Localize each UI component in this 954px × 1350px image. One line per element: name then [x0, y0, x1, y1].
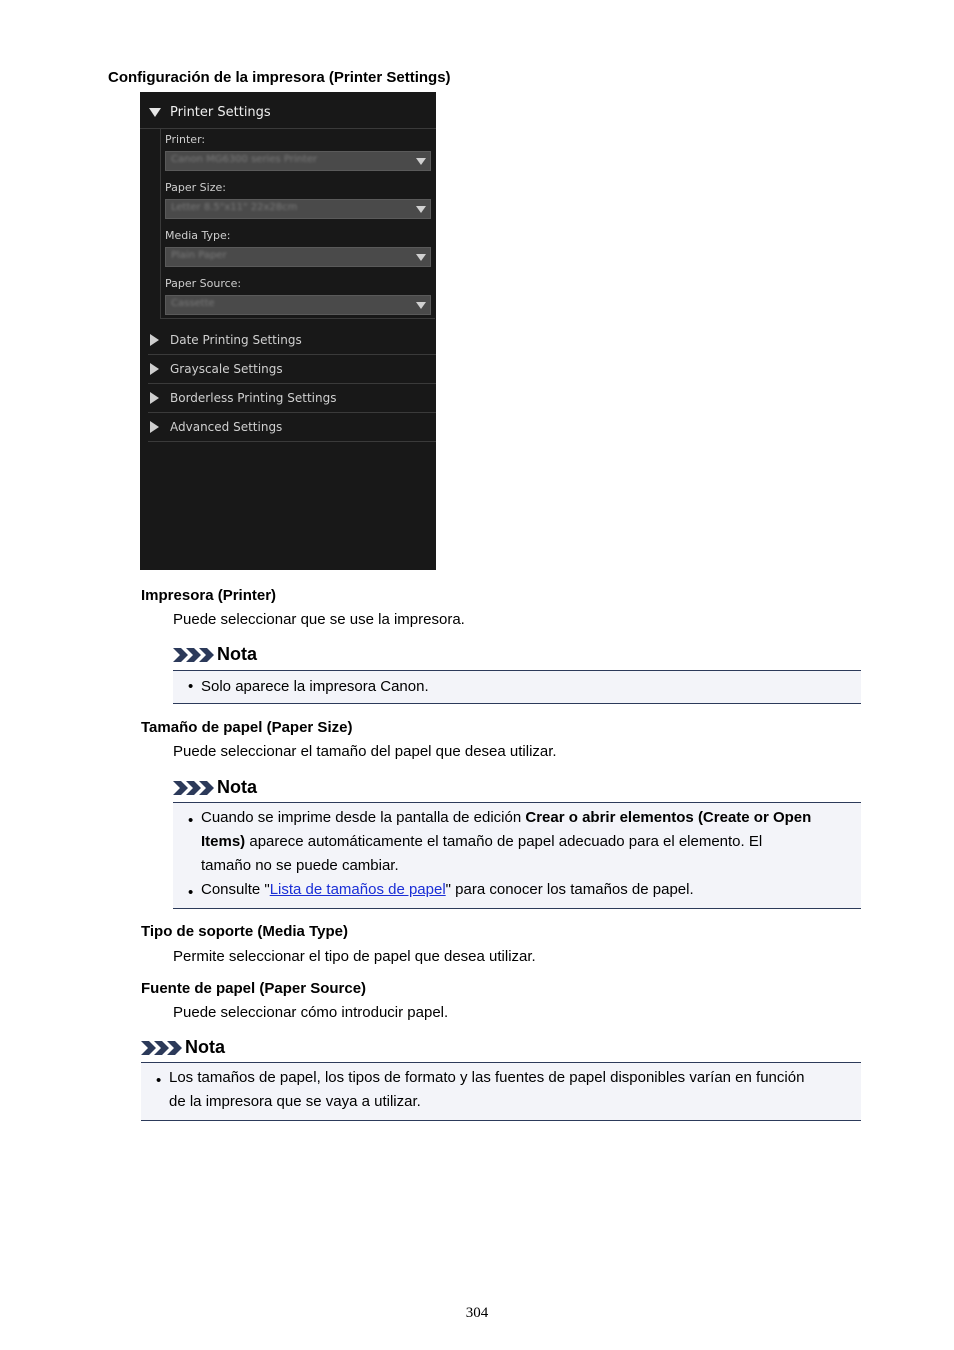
- note-chevrons-icon: [141, 1039, 183, 1057]
- section-borderless[interactable]: [148, 384, 436, 413]
- note-box: [173, 670, 861, 704]
- bullet-text: tamaño no se puede cambiar.: [201, 857, 399, 874]
- printer-settings-title: Printer Settings: [170, 105, 271, 120]
- paper-size-select-value: Letter 8.5"x11" 22x28cm: [171, 202, 298, 213]
- bullet-text: Los tamaños de papel, los tipos de formato y las fuentes de papel disponibles varían en función: [169, 1069, 805, 1086]
- media-type-label: Media Type:: [165, 229, 231, 242]
- paper-size-select[interactable]: [165, 199, 431, 219]
- media-type-item-title: Tipo de soporte (Media Type): [141, 923, 348, 940]
- note-bullet: [169, 1066, 859, 1114]
- printer-settings-panel: [140, 92, 436, 570]
- printer-item-title: Impresora (Printer): [141, 587, 277, 604]
- printer-label: Printer:: [165, 133, 206, 146]
- dropdown-arrow-icon: [416, 254, 426, 261]
- page-number: 304: [465, 1305, 489, 1321]
- printer-settings-header[interactable]: [140, 92, 436, 129]
- expand-triangle-icon: [150, 392, 159, 404]
- bullet-text: aparece automáticamente el tamaño de papel adecuado para el elemento. El: [245, 833, 763, 850]
- paper-source-label: Paper Source:: [165, 277, 242, 290]
- note-label: Nota: [217, 777, 257, 797]
- section-date-printing[interactable]: [148, 326, 436, 355]
- paper-size-label: Paper Size:: [165, 181, 226, 194]
- paper-size-item-title: Tamaño de papel (Paper Size): [141, 719, 353, 736]
- note-heading: [173, 644, 257, 665]
- expand-triangle-icon: [150, 421, 159, 433]
- media-type-select-value: Plain Paper: [171, 250, 227, 261]
- page-heading: Configuración de la impresora (Printer Settings): [108, 69, 451, 86]
- media-type-select[interactable]: [165, 247, 431, 267]
- bullet-dot: •: [188, 678, 194, 695]
- media-type-item-desc: Permite seleccionar el tipo de papel que desea utilizar.: [173, 948, 536, 965]
- expand-triangle-icon: [150, 363, 159, 375]
- note-heading: [141, 1037, 225, 1058]
- section-label: Advanced Settings: [170, 420, 283, 434]
- dropdown-arrow-icon: [416, 302, 426, 309]
- bullet-bold-text: Crear o abrir elementos (Create or Open: [525, 809, 812, 826]
- note-heading: [173, 777, 257, 798]
- note-bullet: [201, 878, 857, 902]
- bullet-dot: •: [188, 884, 194, 901]
- paper-sizes-list-link[interactable]: Lista de tamaños de papel: [269, 881, 446, 898]
- note-label: Nota: [217, 644, 257, 664]
- bullet-bold-text: Items): [201, 833, 246, 850]
- note-label: Nota: [185, 1037, 225, 1057]
- bullet-text: de la impresora que se vaya a utilizar.: [169, 1093, 421, 1110]
- section-advanced[interactable]: [148, 413, 436, 442]
- note-bullet: [201, 806, 857, 878]
- bullet-text: " para conocer los tamaños de papel.: [445, 881, 694, 898]
- section-grayscale[interactable]: [148, 355, 436, 384]
- paper-source-select-value: Cassette: [171, 298, 215, 309]
- paper-source-item-desc: Puede seleccionar cómo introducir papel.: [173, 1004, 449, 1021]
- bullet-text: Cuando se imprime desde la pantalla de edición: [201, 809, 526, 826]
- printer-select[interactable]: [165, 151, 431, 171]
- note-bullet: Solo aparece la impresora Canon.: [201, 678, 429, 695]
- note-box: [173, 802, 861, 909]
- section-label: Date Printing Settings: [170, 333, 302, 347]
- note-box: [141, 1062, 861, 1121]
- dropdown-arrow-icon: [416, 158, 426, 165]
- note-chevrons-icon: [173, 646, 215, 664]
- section-label: Borderless Printing Settings: [170, 391, 337, 405]
- section-label: Grayscale Settings: [170, 362, 283, 376]
- paper-source-item-title: Fuente de papel (Paper Source): [141, 980, 367, 997]
- bullet-dot: •: [188, 812, 194, 829]
- printer-select-value: Canon MG6300 series Printer: [171, 154, 318, 165]
- bullet-dot: •: [156, 1072, 162, 1089]
- paper-source-select[interactable]: [165, 295, 431, 315]
- dropdown-arrow-icon: [416, 206, 426, 213]
- expand-triangle-icon: [150, 334, 159, 346]
- bullet-text: Consulte ": [201, 881, 270, 898]
- paper-size-item-desc: Puede seleccionar el tamaño del papel que desea utilizar.: [173, 743, 557, 760]
- note-chevrons-icon: [173, 779, 215, 797]
- printer-item-desc: Puede seleccionar que se use la impresora.: [173, 611, 465, 628]
- collapse-triangle-icon: [149, 108, 161, 117]
- printer-settings-fields: [160, 128, 435, 319]
